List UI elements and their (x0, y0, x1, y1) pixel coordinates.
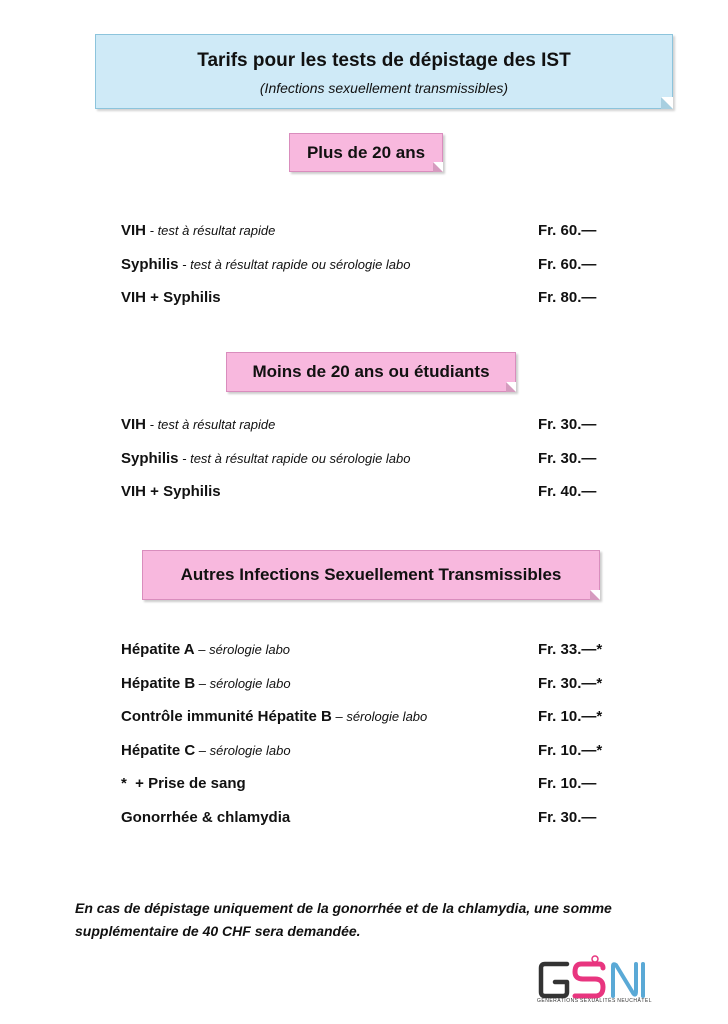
price-row (121, 256, 611, 280)
test-description: - test à résultat rapide ou sérologie labo (178, 451, 411, 466)
test-description: – sérologie labo (331, 709, 428, 724)
test-name: Syphilis (121, 256, 179, 273)
test-price: Fr. 30.— (538, 809, 597, 826)
test-price: Fr. 10.— (538, 775, 597, 792)
test-name: Contrôle immunité Hépatite B (121, 708, 332, 725)
test-description: – sérologie labo (195, 743, 291, 758)
test-name: Syphilis (121, 450, 179, 467)
test-description: - test à résultat rapide (146, 417, 276, 432)
test-description: - test à résultat rapide (146, 223, 276, 238)
price-row (121, 483, 611, 507)
test-name: VIH (121, 222, 147, 239)
test-name: VIH + Syphilis (121, 289, 221, 306)
test-description: – sérologie labo (195, 676, 291, 691)
test-price: Fr. 40.— (538, 483, 597, 500)
logo-caption (537, 998, 652, 1004)
test-price: Fr. 80.— (538, 289, 597, 306)
price-row (121, 289, 611, 313)
test-name: Hépatite B (121, 675, 196, 692)
test-name: Gonorrhée & chlamydia (121, 809, 291, 826)
price-row (121, 809, 611, 833)
page-title: Tarifs pour les tests de dépistage des IST (197, 50, 571, 71)
logo-caption-word: NEUCHÂTEL (617, 998, 652, 1004)
footnote: En cas de dépistage uniquement de la gonorrhée et de la chlamydia, une somme supplémentaire de 40 CHF sera demandée. (75, 900, 612, 939)
test-name: Hépatite A (121, 641, 195, 658)
price-row (121, 641, 611, 665)
test-price: Fr. 30.— (538, 416, 597, 433)
test-price: Fr. 10.—* (538, 708, 603, 725)
logo-caption-word: GÉNÉRATIONS (537, 998, 579, 1004)
test-name: VIH + Syphilis (121, 483, 221, 500)
test-name: Hépatite C (121, 742, 196, 759)
test-price: Fr. 33.—* (538, 641, 603, 658)
test-description: - test à résultat rapide ou sérologie labo (178, 257, 411, 272)
test-price: Fr. 60.— (538, 222, 597, 239)
section-heading-other-sti: Autres Infections Sexuellement Transmissibles (142, 550, 600, 600)
test-price: Fr. 60.— (538, 256, 597, 273)
price-row (121, 775, 611, 799)
price-row (121, 742, 611, 766)
title-box (95, 34, 673, 109)
test-name: * + Prise de sang (121, 775, 246, 792)
price-row (121, 222, 611, 246)
logo-caption-word: SEXUALITÉS (579, 998, 616, 1004)
price-row (121, 416, 611, 440)
test-price: Fr. 10.—* (538, 742, 603, 759)
test-name: VIH (121, 416, 147, 433)
test-price: Fr. 30.—* (538, 675, 603, 692)
section-heading-over-20: Plus de 20 ans (289, 133, 443, 172)
price-row (121, 708, 611, 732)
price-row (121, 675, 611, 699)
test-description: – sérologie labo (194, 642, 291, 657)
test-price: Fr. 30.— (538, 450, 597, 467)
price-row (121, 450, 611, 474)
section-heading-under-20: Moins de 20 ans ou étudiants (226, 352, 516, 392)
page-subtitle: (Infections sexuellement transmissibles) (259, 80, 509, 96)
